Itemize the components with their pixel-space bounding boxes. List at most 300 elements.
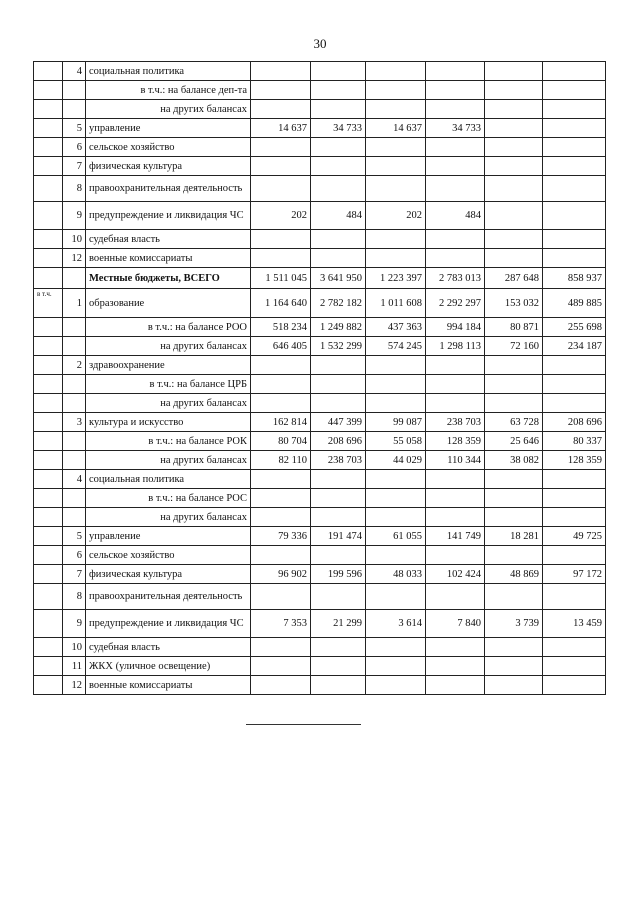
row-name-cell: в т.ч.: на балансе РОС	[86, 489, 251, 508]
row-name-cell: в т.ч.: на балансе ЦРБ	[86, 375, 251, 394]
value-cell: 858 937	[543, 268, 606, 289]
row-name-cell: на других балансах	[86, 394, 251, 413]
value-cell	[485, 62, 543, 81]
value-cell	[543, 375, 606, 394]
value-cell	[366, 546, 426, 565]
value-cell	[426, 249, 485, 268]
value-cell	[251, 470, 311, 489]
value-cell	[543, 657, 606, 676]
value-cell	[543, 584, 606, 610]
value-cell	[366, 230, 426, 249]
row-number-cell	[63, 508, 86, 527]
value-cell	[366, 375, 426, 394]
value-cell	[543, 249, 606, 268]
value-cell	[426, 157, 485, 176]
value-cell: 79 336	[251, 527, 311, 546]
row-aside-cell	[34, 138, 63, 157]
row-number-cell: 8	[63, 176, 86, 202]
table-row	[34, 202, 606, 230]
value-cell: 34 733	[311, 119, 366, 138]
row-aside-cell	[34, 394, 63, 413]
value-cell	[426, 546, 485, 565]
row-name-cell: на других балансах	[86, 337, 251, 356]
table-row	[34, 676, 606, 695]
value-cell	[426, 584, 485, 610]
table-row	[34, 375, 606, 394]
value-cell: 3 641 950	[311, 268, 366, 289]
row-number-cell: 10	[63, 638, 86, 657]
row-aside-cell	[34, 527, 63, 546]
row-name-cell: военные комиссариаты	[86, 249, 251, 268]
row-name-cell: в т.ч.: на балансе РОО	[86, 318, 251, 337]
value-cell: 2 783 013	[426, 268, 485, 289]
row-aside-cell	[34, 489, 63, 508]
value-cell	[311, 176, 366, 202]
value-cell	[485, 584, 543, 610]
value-cell: 2 292 297	[426, 289, 485, 318]
value-cell: 63 728	[485, 413, 543, 432]
value-cell: 99 087	[366, 413, 426, 432]
row-number-cell: 12	[63, 249, 86, 268]
value-cell	[485, 546, 543, 565]
value-cell: 234 187	[543, 337, 606, 356]
value-cell: 49 725	[543, 527, 606, 546]
table-row	[34, 318, 606, 337]
value-cell	[485, 676, 543, 695]
value-cell	[251, 508, 311, 527]
row-name-cell: в т.ч.: на балансе РОК	[86, 432, 251, 451]
value-cell: 7 840	[426, 610, 485, 638]
value-cell: 72 160	[485, 337, 543, 356]
value-cell	[251, 62, 311, 81]
table-row	[34, 62, 606, 81]
value-cell	[485, 157, 543, 176]
row-name-cell: судебная власть	[86, 230, 251, 249]
value-cell	[426, 638, 485, 657]
value-cell	[543, 508, 606, 527]
value-cell	[311, 508, 366, 527]
row-number-cell: 8	[63, 584, 86, 610]
value-cell	[366, 508, 426, 527]
row-aside-cell	[34, 230, 63, 249]
value-cell	[366, 62, 426, 81]
value-cell: 3 739	[485, 610, 543, 638]
value-cell: 574 245	[366, 337, 426, 356]
row-number-cell: 11	[63, 657, 86, 676]
value-cell: 255 698	[543, 318, 606, 337]
row-name-cell: социальная политика	[86, 470, 251, 489]
value-cell	[543, 138, 606, 157]
value-cell: 484	[426, 202, 485, 230]
table-row	[34, 584, 606, 610]
value-cell	[311, 638, 366, 657]
value-cell	[251, 249, 311, 268]
value-cell: 994 184	[426, 318, 485, 337]
value-cell	[366, 394, 426, 413]
value-cell	[311, 394, 366, 413]
value-cell	[543, 81, 606, 100]
row-name-cell: физическая культура	[86, 565, 251, 584]
value-cell	[251, 657, 311, 676]
value-cell	[366, 638, 426, 657]
value-cell	[485, 489, 543, 508]
value-cell	[311, 138, 366, 157]
table-row	[34, 610, 606, 638]
table-row	[34, 138, 606, 157]
value-cell: 1 298 113	[426, 337, 485, 356]
page-number: 30	[313, 36, 327, 51]
value-cell	[426, 657, 485, 676]
value-cell	[485, 176, 543, 202]
row-name-cell: Местные бюджеты, ВСЕГО	[86, 268, 251, 289]
value-cell	[543, 62, 606, 81]
table-row	[34, 432, 606, 451]
value-cell	[366, 356, 426, 375]
value-cell	[485, 470, 543, 489]
value-cell	[366, 176, 426, 202]
value-cell: 128 359	[543, 451, 606, 470]
value-cell	[366, 249, 426, 268]
value-cell	[543, 470, 606, 489]
row-name-cell: на других балансах	[86, 451, 251, 470]
row-aside-cell	[34, 62, 63, 81]
table-row	[34, 100, 606, 119]
value-cell	[251, 356, 311, 375]
table-row	[34, 289, 606, 318]
budget-table	[33, 61, 606, 695]
row-name-cell: физическая культура	[86, 157, 251, 176]
row-number-cell: 12	[63, 676, 86, 695]
value-cell: 13 459	[543, 610, 606, 638]
value-cell	[251, 546, 311, 565]
value-cell	[311, 356, 366, 375]
value-cell	[543, 100, 606, 119]
value-cell: 141 749	[426, 527, 485, 546]
value-cell	[251, 489, 311, 508]
row-aside-cell	[34, 157, 63, 176]
row-aside-cell	[34, 176, 63, 202]
value-cell	[485, 657, 543, 676]
row-name-cell: культура и искусство	[86, 413, 251, 432]
value-cell: 1 532 299	[311, 337, 366, 356]
table-row	[34, 657, 606, 676]
row-number-cell	[63, 394, 86, 413]
row-name-cell: предупреждение и ликвидация ЧС	[86, 610, 251, 638]
row-aside-cell	[34, 202, 63, 230]
row-number-cell	[63, 81, 86, 100]
table-row	[34, 489, 606, 508]
value-cell	[426, 230, 485, 249]
value-cell: 48 033	[366, 565, 426, 584]
value-cell	[251, 176, 311, 202]
row-name-cell: на других балансах	[86, 100, 251, 119]
value-cell: 199 596	[311, 565, 366, 584]
value-cell	[426, 676, 485, 695]
value-cell	[251, 676, 311, 695]
value-cell	[366, 138, 426, 157]
row-aside-cell	[34, 375, 63, 394]
value-cell: 82 110	[251, 451, 311, 470]
value-cell: 80 337	[543, 432, 606, 451]
value-cell	[366, 584, 426, 610]
value-cell: 1 249 882	[311, 318, 366, 337]
value-cell	[426, 508, 485, 527]
row-name-cell: социальная политика	[86, 62, 251, 81]
row-name-cell: управление	[86, 119, 251, 138]
value-cell: 128 359	[426, 432, 485, 451]
row-number-cell: 1	[63, 289, 86, 318]
value-cell	[366, 157, 426, 176]
value-cell	[366, 100, 426, 119]
row-number-cell: 9	[63, 202, 86, 230]
row-name-cell: судебная власть	[86, 638, 251, 657]
value-cell	[426, 489, 485, 508]
table-row	[34, 157, 606, 176]
row-number-cell: 9	[63, 610, 86, 638]
value-cell	[543, 638, 606, 657]
value-cell: 287 648	[485, 268, 543, 289]
value-cell	[543, 356, 606, 375]
value-cell	[543, 394, 606, 413]
value-cell	[251, 394, 311, 413]
value-cell: 162 814	[251, 413, 311, 432]
row-number-cell	[63, 375, 86, 394]
row-aside-cell	[34, 413, 63, 432]
value-cell	[485, 394, 543, 413]
value-cell: 80 871	[485, 318, 543, 337]
value-cell	[311, 100, 366, 119]
table-row	[34, 394, 606, 413]
table-row	[34, 81, 606, 100]
value-cell: 489 885	[543, 289, 606, 318]
row-aside-cell	[34, 249, 63, 268]
value-cell: 2 782 182	[311, 289, 366, 318]
row-aside-cell	[34, 676, 63, 695]
table-row	[34, 337, 606, 356]
row-number-cell	[63, 432, 86, 451]
value-cell	[426, 394, 485, 413]
row-number-cell	[63, 489, 86, 508]
value-cell: 1 011 608	[366, 289, 426, 318]
value-cell: 447 399	[311, 413, 366, 432]
row-number-cell: 4	[63, 470, 86, 489]
value-cell	[366, 657, 426, 676]
table-row	[34, 527, 606, 546]
value-cell: 34 733	[426, 119, 485, 138]
value-cell	[543, 119, 606, 138]
row-name-cell: на других балансах	[86, 508, 251, 527]
value-cell	[311, 249, 366, 268]
value-cell: 208 696	[543, 413, 606, 432]
value-cell	[251, 100, 311, 119]
value-cell: 1 511 045	[251, 268, 311, 289]
value-cell	[311, 81, 366, 100]
value-cell: 1 223 397	[366, 268, 426, 289]
footer-rule	[246, 724, 361, 725]
row-number-cell: 3	[63, 413, 86, 432]
row-name-cell: образование	[86, 289, 251, 318]
value-cell	[311, 489, 366, 508]
row-number-cell	[63, 318, 86, 337]
table-row	[34, 176, 606, 202]
row-aside-cell	[34, 356, 63, 375]
row-number-cell	[63, 268, 86, 289]
value-cell: 202	[251, 202, 311, 230]
value-cell: 1 164 640	[251, 289, 311, 318]
value-cell: 646 405	[251, 337, 311, 356]
value-cell	[426, 356, 485, 375]
value-cell	[311, 230, 366, 249]
value-cell	[311, 546, 366, 565]
value-cell	[543, 230, 606, 249]
row-number-cell: 10	[63, 230, 86, 249]
row-name-cell: предупреждение и ликвидация ЧС	[86, 202, 251, 230]
value-cell	[485, 81, 543, 100]
value-cell: 3 614	[366, 610, 426, 638]
value-cell: 238 703	[426, 413, 485, 432]
table-row	[34, 470, 606, 489]
table-row	[34, 413, 606, 432]
value-cell: 96 902	[251, 565, 311, 584]
row-number-cell	[63, 451, 86, 470]
value-cell	[366, 489, 426, 508]
row-number-cell: 7	[63, 157, 86, 176]
value-cell	[366, 470, 426, 489]
row-name-cell: ЖКХ (уличное освещение)	[86, 657, 251, 676]
row-aside-cell	[34, 508, 63, 527]
value-cell	[251, 375, 311, 394]
value-cell: 238 703	[311, 451, 366, 470]
table-row	[34, 508, 606, 527]
row-aside-cell	[34, 657, 63, 676]
row-name-cell: управление	[86, 527, 251, 546]
table-row	[34, 451, 606, 470]
value-cell	[485, 138, 543, 157]
row-name-cell: военные комиссариаты	[86, 676, 251, 695]
row-name-cell: сельское хозяйство	[86, 546, 251, 565]
value-cell: 55 058	[366, 432, 426, 451]
value-cell	[426, 470, 485, 489]
row-number-cell: 4	[63, 62, 86, 81]
value-cell: 102 424	[426, 565, 485, 584]
value-cell: 191 474	[311, 527, 366, 546]
value-cell	[543, 157, 606, 176]
table-row	[34, 230, 606, 249]
value-cell	[251, 584, 311, 610]
table-row	[34, 638, 606, 657]
value-cell: 48 869	[485, 565, 543, 584]
value-cell	[311, 657, 366, 676]
row-number-cell: 7	[63, 565, 86, 584]
value-cell	[543, 202, 606, 230]
value-cell	[311, 157, 366, 176]
value-cell	[543, 676, 606, 695]
row-number-cell	[63, 337, 86, 356]
row-aside-cell	[34, 432, 63, 451]
table-row	[34, 356, 606, 375]
row-aside-cell	[34, 119, 63, 138]
value-cell: 80 704	[251, 432, 311, 451]
value-cell: 21 299	[311, 610, 366, 638]
row-number-cell: 5	[63, 527, 86, 546]
row-name-cell: сельское хозяйство	[86, 138, 251, 157]
value-cell	[251, 81, 311, 100]
row-number-cell: 2	[63, 356, 86, 375]
value-cell: 61 055	[366, 527, 426, 546]
value-cell: 202	[366, 202, 426, 230]
value-cell: 208 696	[311, 432, 366, 451]
value-cell	[426, 62, 485, 81]
value-cell: 97 172	[543, 565, 606, 584]
value-cell	[485, 119, 543, 138]
value-cell: 25 646	[485, 432, 543, 451]
row-aside-cell	[34, 451, 63, 470]
value-cell: 14 637	[251, 119, 311, 138]
value-cell	[426, 100, 485, 119]
value-cell	[543, 176, 606, 202]
row-number-cell: 6	[63, 546, 86, 565]
row-number-cell: 6	[63, 138, 86, 157]
value-cell	[426, 176, 485, 202]
row-name-cell: здравоохранение	[86, 356, 251, 375]
row-name-cell: в т.ч.: на балансе деп-та	[86, 81, 251, 100]
row-number-cell	[63, 100, 86, 119]
value-cell	[485, 202, 543, 230]
table-row	[34, 565, 606, 584]
value-cell: 38 082	[485, 451, 543, 470]
value-cell	[251, 157, 311, 176]
value-cell	[426, 81, 485, 100]
value-cell	[485, 356, 543, 375]
value-cell	[426, 375, 485, 394]
value-cell	[485, 638, 543, 657]
row-number-cell: 5	[63, 119, 86, 138]
row-aside-cell	[34, 584, 63, 610]
value-cell: 153 032	[485, 289, 543, 318]
value-cell: 14 637	[366, 119, 426, 138]
row-aside-cell	[34, 100, 63, 119]
value-cell: 110 344	[426, 451, 485, 470]
value-cell: 7 353	[251, 610, 311, 638]
table-row	[34, 268, 606, 289]
value-cell: 437 363	[366, 318, 426, 337]
row-aside-cell	[34, 268, 63, 289]
value-cell	[311, 62, 366, 81]
value-cell	[366, 81, 426, 100]
row-aside-cell	[34, 638, 63, 657]
row-aside-cell: в т.ч.	[34, 289, 63, 318]
value-cell	[485, 508, 543, 527]
value-cell	[485, 249, 543, 268]
value-cell	[543, 489, 606, 508]
value-cell	[311, 584, 366, 610]
row-aside-cell	[34, 337, 63, 356]
table-row	[34, 546, 606, 565]
table-row	[34, 119, 606, 138]
row-name-cell: правоохранительная деятельность	[86, 176, 251, 202]
value-cell: 44 029	[366, 451, 426, 470]
value-cell	[251, 230, 311, 249]
value-cell	[485, 375, 543, 394]
row-aside-cell	[34, 546, 63, 565]
value-cell: 18 281	[485, 527, 543, 546]
row-name-cell: правоохранительная деятельность	[86, 584, 251, 610]
value-cell	[251, 138, 311, 157]
value-cell	[311, 470, 366, 489]
value-cell: 484	[311, 202, 366, 230]
value-cell	[311, 375, 366, 394]
row-aside-cell	[34, 470, 63, 489]
